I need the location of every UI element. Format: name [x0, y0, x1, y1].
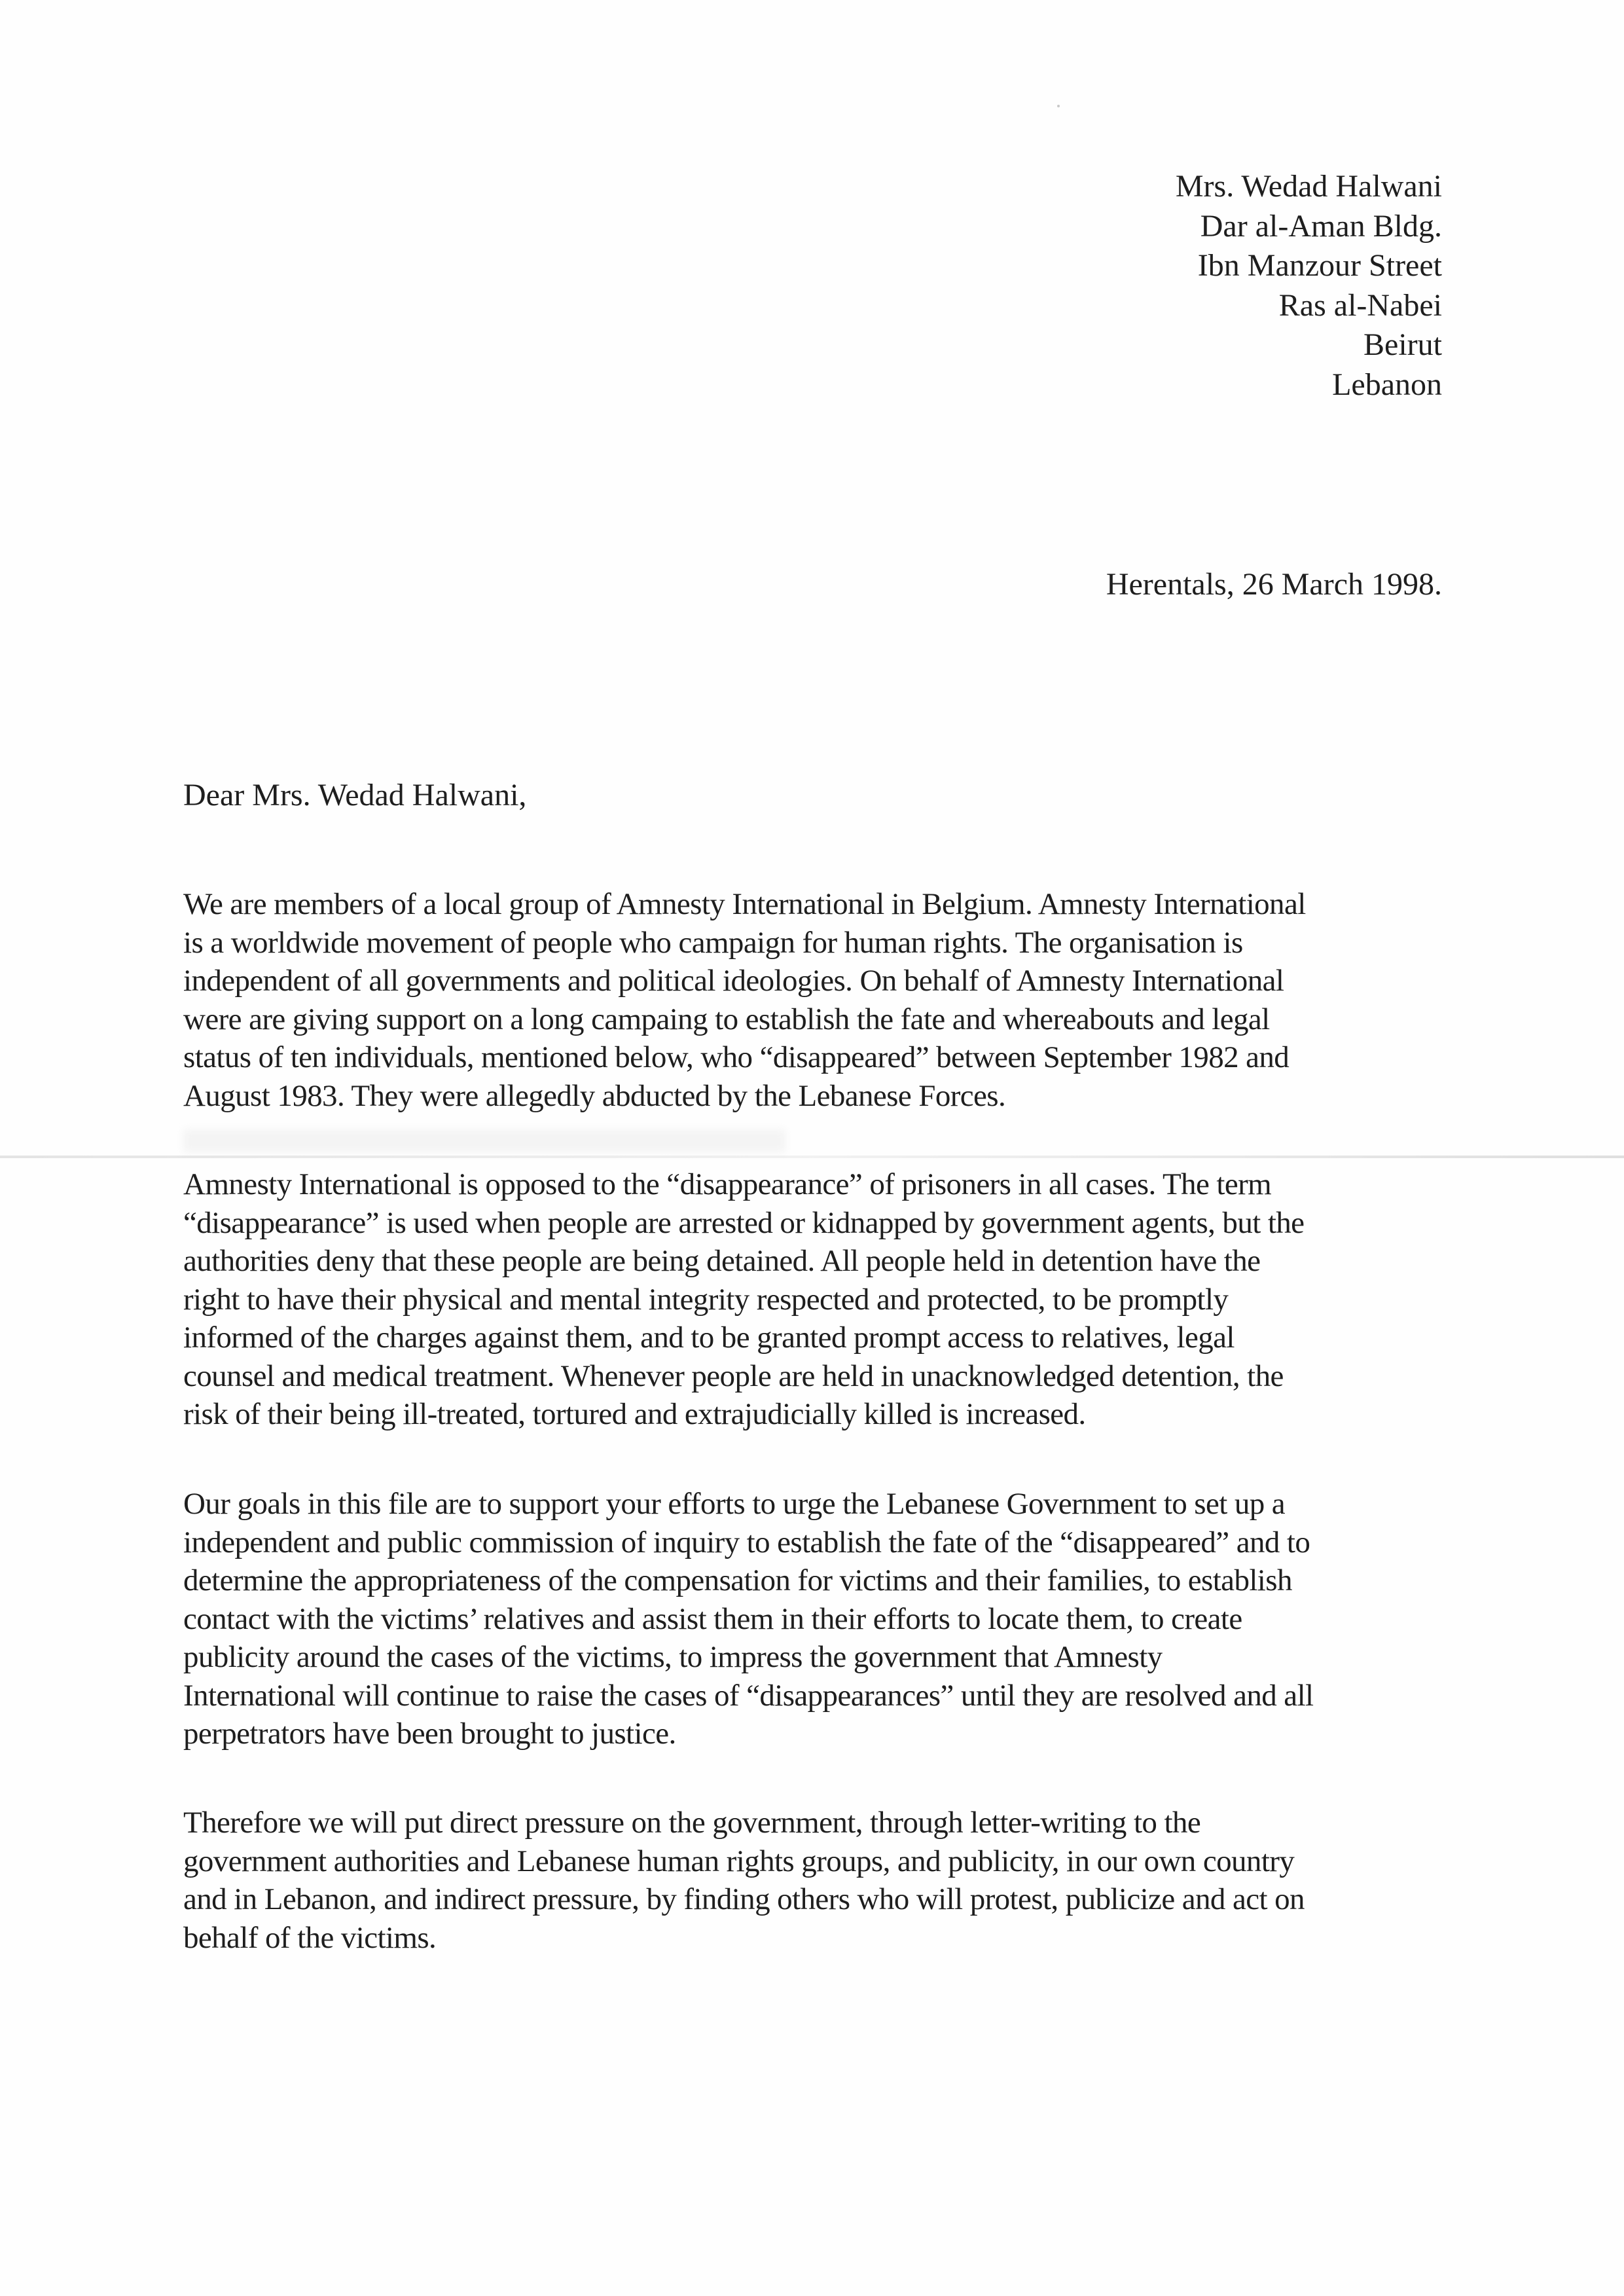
paragraph-line: were are giving support on a long campaing to establish the fate and whereabouts and legal — [183, 1002, 1270, 1036]
paragraph-line: August 1983. They were allegedly abducted by the Lebanese Forces. — [183, 1078, 1006, 1113]
paragraph-line: risk of their being ill-treated, tortured and extrajudicially killed is increased. — [183, 1397, 1086, 1431]
letter-date: Herentals, 26 March 1998. — [1106, 567, 1442, 602]
paragraph-line: is a worldwide movement of people who campaign for human rights. The organisation is — [183, 925, 1243, 960]
paragraph-line: status of ten individuals, mentioned below, who “disappeared” between September 1982 and — [183, 1040, 1290, 1074]
paragraph-line: perpetrators have been brought to justice. — [183, 1717, 676, 1751]
paragraph-goals — [183, 1485, 1453, 1753]
paragraph-line: Our goals in this file are to support your efforts to urge the Lebanese Government to set up a — [183, 1487, 1286, 1521]
recipient-address-block — [1176, 167, 1442, 405]
paragraph-line: contact with the victims’ relatives and assist them in their efforts to locate them, to create — [183, 1601, 1242, 1636]
address-line-district: Ras al-Nabei — [1278, 287, 1442, 323]
paragraph-line: Therefore we will put direct pressure on the government, through letter-writing to the — [183, 1806, 1201, 1840]
address-line-city: Beirut — [1363, 327, 1442, 362]
paragraph-line: counsel and medical treatment. Whenever people are held in unacknowledged detention, the — [183, 1358, 1284, 1393]
paper-fold-line — [0, 1156, 1624, 1158]
fold-shadow — [183, 1129, 785, 1152]
address-line-building: Dar al-Aman Bldg. — [1200, 208, 1442, 244]
paragraph-disappearance-definition — [183, 1165, 1453, 1434]
paragraph-line: and in Lebanon, and indirect pressure, by finding others who will protest, publicize and act on — [183, 1882, 1305, 1916]
paragraph-introduction — [183, 885, 1453, 1115]
paragraph-line: right to have their physical and mental integrity respected and protected, to be promptly — [183, 1282, 1229, 1317]
paragraph-line: informed of the charges against them, and to be granted prompt access to relatives, legal — [183, 1321, 1235, 1355]
scan-speck — [1057, 105, 1060, 107]
paragraph-line: determine the appropriateness of the compensation for victims and their families, to establish — [183, 1563, 1292, 1597]
address-line-street: Ibn Manzour Street — [1197, 248, 1442, 283]
paragraph-pressure-actions — [183, 1804, 1453, 1957]
paragraph-line: “disappearance” is used when people are arrested or kidnapped by government agents, but the — [183, 1205, 1305, 1240]
paragraph-line: publicity around the cases of the victims, to impress the government that Amnesty — [183, 1640, 1163, 1674]
paragraph-line: International will continue to raise the cases of “disappearances” until they are resolved and all — [183, 1678, 1314, 1713]
paragraph-line: government authorities and Lebanese human rights groups, and publicity, in our own country — [183, 1844, 1295, 1878]
address-line-name: Mrs. Wedad Halwani — [1175, 169, 1442, 204]
paragraph-line: behalf of the victims. — [183, 1920, 437, 1955]
paragraph-line: independent of all governments and political ideologies. On behalf of Amnesty International — [183, 964, 1284, 998]
paragraph-line: authorities deny that these people are being detained. All people held in detention have the — [183, 1244, 1261, 1278]
paragraph-line: independent and public commission of inquiry to establish the fate of the “disappeared” and to — [183, 1525, 1310, 1559]
salutation: Dear Mrs. Wedad Halwani, — [183, 778, 527, 812]
paragraph-line: Amnesty International is opposed to the “disappearance” of prisoners in all cases. The term — [183, 1167, 1272, 1201]
paragraph-line: We are members of a local group of Amnesty International in Belgium. Amnesty International — [183, 887, 1306, 921]
address-line-country: Lebanon — [1332, 367, 1442, 402]
